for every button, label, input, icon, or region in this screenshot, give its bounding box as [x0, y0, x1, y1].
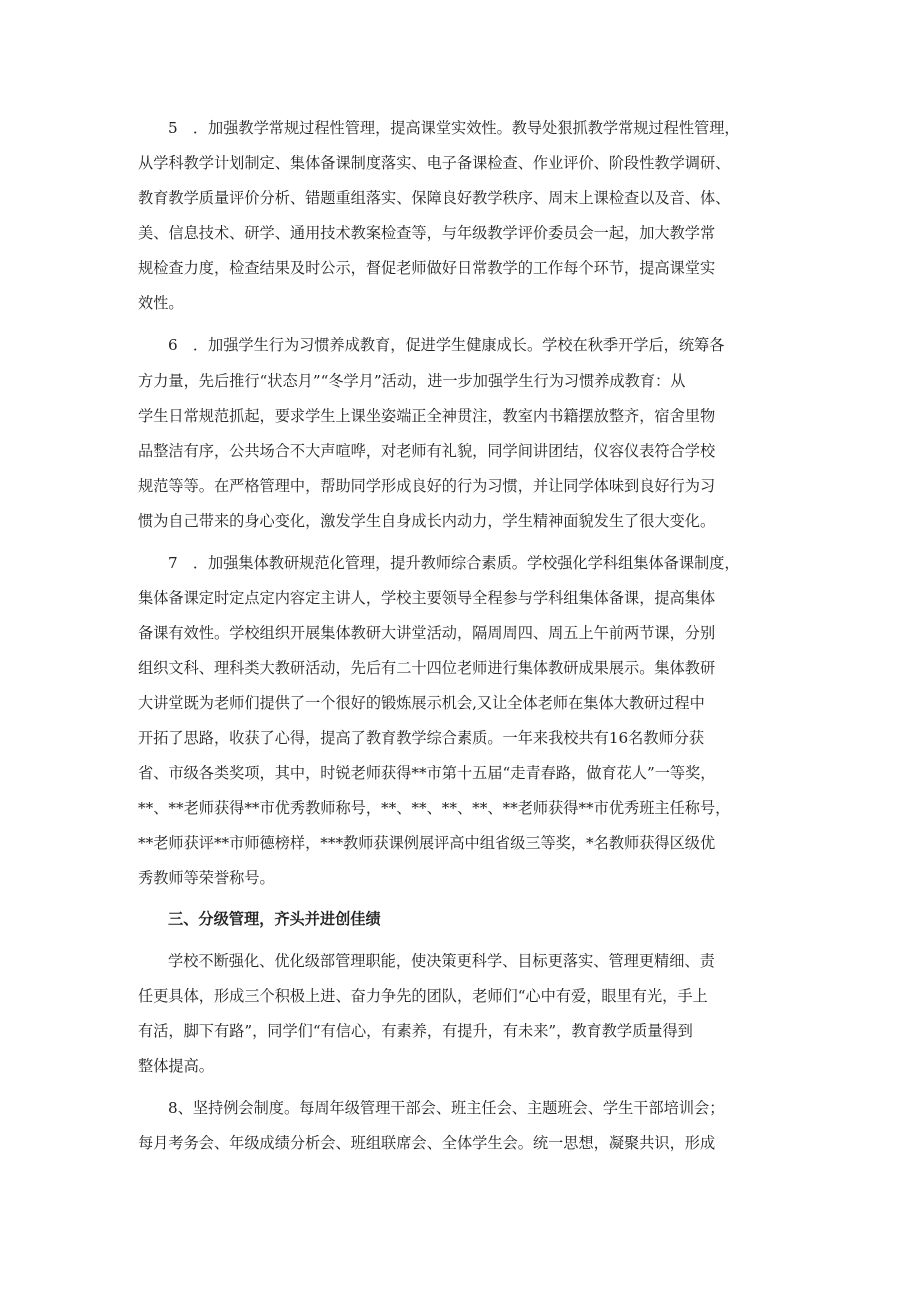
paragraph-5-line: 规检查力度，检查结果及时公示，督促老师做好日常教学的工作每个环节，提高课堂实 — [138, 259, 716, 277]
paragraph-6-line: 6 ．加强学生行为习惯养成教育，促进学生健康成长。学校在秋季开学后，统筹各 — [168, 336, 725, 354]
section-intro-line: 学校不断强化、优化级部管理职能，使决策更科学、目标更落实、管理更精细、责 — [168, 952, 715, 970]
paragraph-6-line: 惯为自己带来的身心变化，激发学生自身成长内动力，学生精神面貌发生了很大变化。 — [138, 512, 716, 530]
paragraph-7-line: 省、市级各类奖项，其中，时锐老师获得**市第十五届“走青春路，做育花人”一等奖， — [138, 764, 716, 782]
paragraph-7-line: 开拓了思路，收获了心得，提高了教育教学综合素质。一年来我校共有16名教师分获 — [138, 729, 705, 747]
section-intro-line: 整体提高。 — [138, 1057, 214, 1075]
paragraph-7-line: 大讲堂既为老师们提供了一个很好的锻炼展示机会,又让全体老师在集体大教研过程中 — [138, 694, 705, 712]
paragraph-7-line: 组织文科、理科类大教研活动，先后有二十四位老师进行集体教研成果展示。集体教研 — [138, 659, 716, 677]
paragraph-7-line: 集体备课定时定点定内容定主讲人，学校主要领导全程参与学科组集体备课，提高集体 — [138, 589, 716, 607]
paragraph-6-line: 学生日常规范抓起，要求学生上课坐姿端正全神贯注，教室内书籍摆放整齐，宿舍里物 — [138, 407, 716, 425]
paragraph-6-line: 规范等等。在严格管理中，帮助同学形成良好的行为习惯，并让同学体味到良好行为习 — [138, 477, 716, 495]
paragraph-8-line: 每月考务会、年级成绩分析会、班组联席会、全体学生会。统一思想，凝聚共识，形成 — [138, 1134, 716, 1152]
paragraph-7-line: 秀教师等荣誉称号。 — [138, 869, 275, 887]
paragraph-5-line: 效性。 — [138, 294, 184, 312]
paragraph-6-line: 方力量，先后推行“状态月”“冬学月”活动，进一步加强学生行为习惯养成教育：从 — [138, 372, 686, 390]
paragraph-5-line: 从学科教学计划制定、集体备课制度落实、电子备课检查、作业评价、阶段性教学调研、 — [138, 154, 731, 172]
paragraph-7-line: **、**老师获得**市优秀教师称号，**、**、**、**、**老师获得**市优秀班主任称号， — [138, 799, 731, 817]
paragraph-5-line: 美、信息技术、研学、通用技术教案检查等，与年级教学评价委员会一起，加大教学常 — [138, 224, 716, 242]
paragraph-7-line: **老师获评**市师德榜样，***教师获课例展评高中组省级三等奖，*名教师获得区级优 — [138, 834, 716, 852]
section-intro-line: 有活，脚下有路”，同学们“有信心，有素养，有提升，有未来”，教育教学质量得到 — [138, 1022, 693, 1040]
paragraph-7-line: 备课有效性。学校组织开展集体教研大讲堂活动，隔周周四、周五上午前两节课，分别 — [138, 624, 716, 642]
section-heading: 三、分级管理，齐头并进创佳绩 — [168, 910, 381, 928]
paragraph-5-line: 5 ．加强教学常规过程性管理，提高课堂实效性。教导处狠抓教学常规过程性管理， — [168, 119, 740, 137]
paragraph-7-line: 7 ．加强集体教研规范化管理，提升教师综合素质。学校强化学科组集体备课制度， — [168, 554, 740, 572]
paragraph-5-line: 教育教学质量评价分析、错题重组落实、保障良好教学秩序、周末上课检查以及音、体、 — [138, 189, 731, 207]
section-intro-line: 任更具体，形成三个积极上进、奋力争先的团队，老师们“心中有爱，眼里有光，手上 — [138, 987, 708, 1005]
paragraph-6-line: 品整洁有序，公共场合不大声喧哗，对老师有礼貌，同学间讲团结，仪容仪表符合学校 — [138, 442, 716, 460]
paragraph-8-line: 8、坚持例会制度。每周年级管理干部会、班主任会、主题班会、学生干部培训会； — [168, 1099, 725, 1117]
